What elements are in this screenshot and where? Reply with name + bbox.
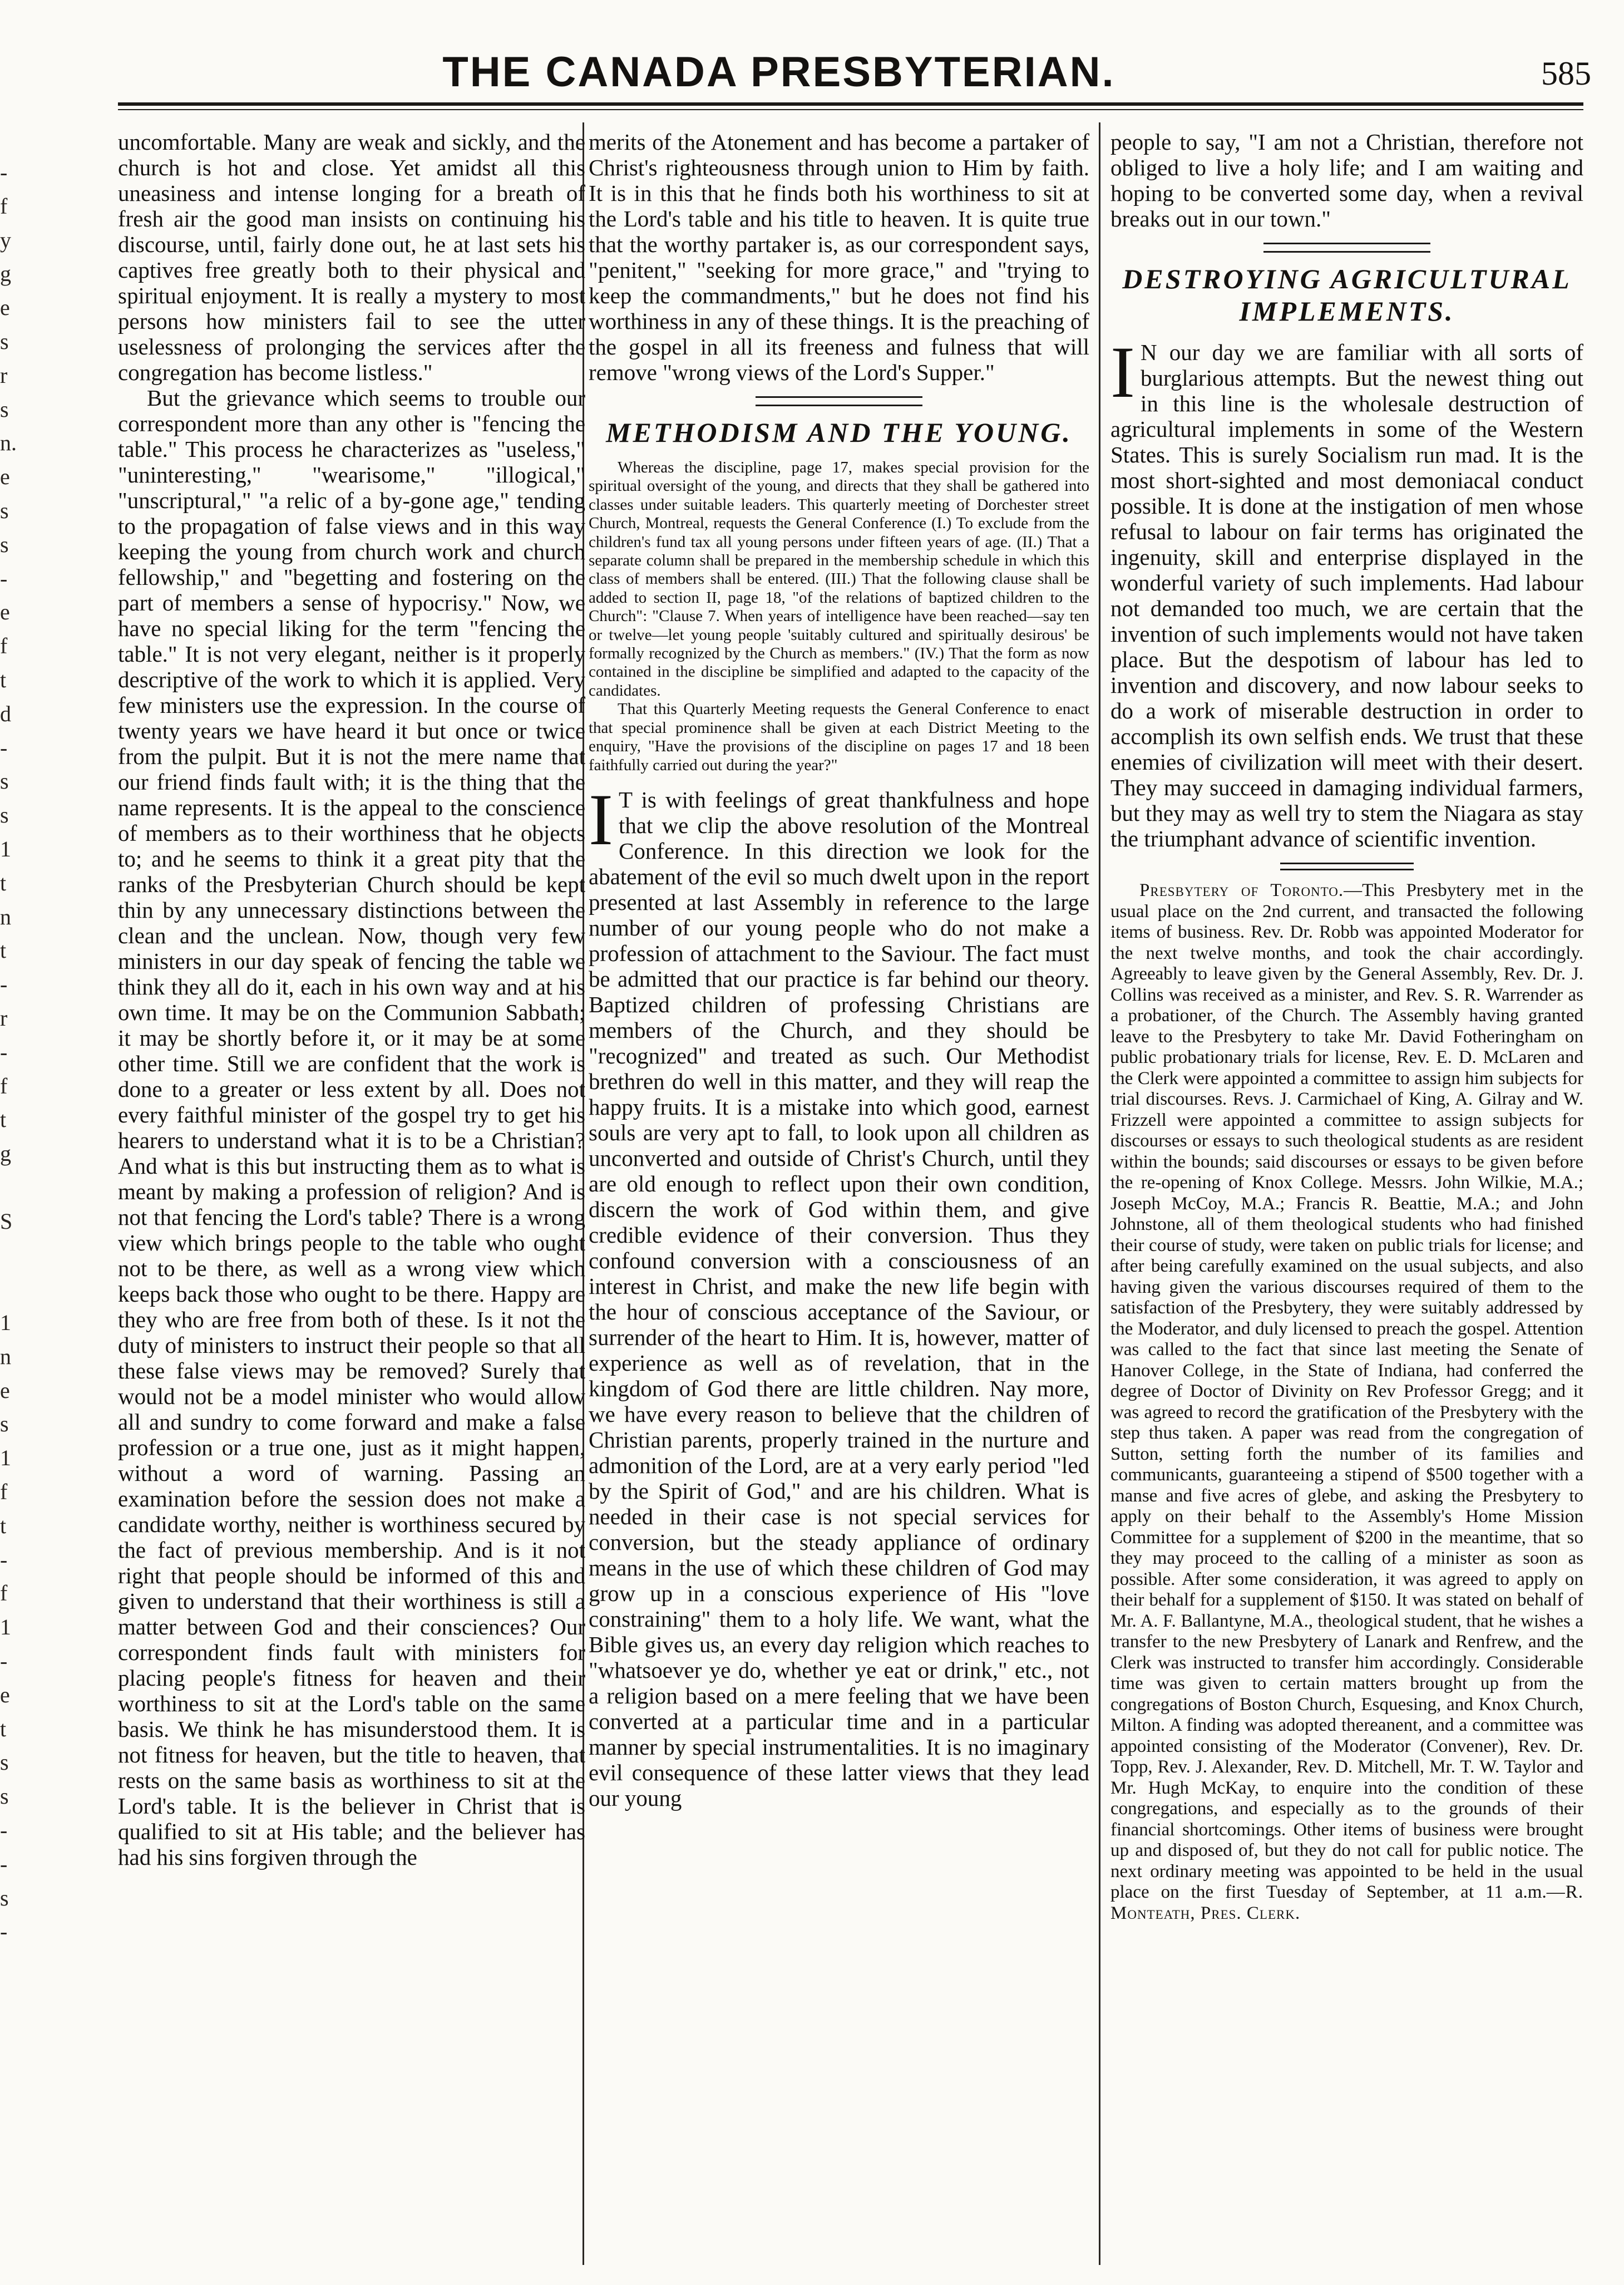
margin-mark: t (0, 1107, 7, 1132)
margin-mark: s (0, 531, 9, 557)
masthead-title: THE CANADA PRESBYTERIAN. (442, 48, 1115, 96)
section-title-agricultural: DESTROYING AGRICULTURAL IMPLEMENTS. (1122, 263, 1572, 327)
presbytery-text: —This Presbytery met in the usual place on the 2nd current, and transacted the following items of business. Rev. Dr. Robb was appointed Moderator for the next twelve months, and took the chair accordingly. Agreeably to leave given by the General Assembly, Rev. Dr. J. Collins was received as a minister, and Rev. S. R. Warrender as a probationer, of the Church. The Assembly having granted leave to the Presbytery to take Mr. David Fotheringham on public probationary trials for license, Rev. E. D. McLaren and the Clerk were appointed a committee to assign him subjects for trial discourses. Revs. J. Carmichael of King, A. Gilray and W. Frizzell were appointed a committee to assign subjects for discourses or essays to such theological students as are resident within the bounds; said discourses or essays to be given before the re-opening of Knox College. Messrs. John Wilkie, M.A.; Joseph McCoy, M.A.; Francis R. Beattie, M.A.; and John Johnstone, all of them theological students who had finished their course of study, were taken on public trials for license; and after being carefully examined on the usual subjects, and also having given the various discourses required of them to the satisfaction of the Presbytery, they were suitably addressed by the Moderator, and duly licensed to preach the gospel. Attention was called to the fact that since last meeting the Senate of Hanover College, in the State of Indiana, had conferred the degree of Doctor of Divinity on Rev Professor Gregg; and it was agreed to record the gratification of the Presbytery with the step thus taken. A paper was read from the congregation of Sutton, setting forth the number of its families and communicants, guaranteeing a stipend of $500 together with a manse and five acres of glebe, and asking the Presbytery to apply on their behalf to the Assembly's Home Mission Committee for a supplement of $200 in the meantime, that so they may proceed to the calling of a minister as soon as possible. After some consideration, it was agreed to apply on their behalf for a supplement of $150. It was stated on behalf of Mr. A. F. Ballantyne, M.A., theological student, that he wishes a transfer to the new Presbytery of Lanark and Renfrew, and the Clerk was instructed to transfer him accordingly. Considerable time was given to certain matters brought up from the congregations of Boston Church, Esquesing, and Knox Church, Milton. A finding was adopted thereanent, and a committee was appointed consisting of the Moderator (Convener), Rev. Dr. Topp, Rev. J. Alexander, Rev. D. Mitchell, Mr. T. W. Taylor and Mr. Hugh McKay, to enquire into the condition of these congregations, and especially as to the grounds of their financial shortcomings. Other items of business were brought up and disposed of, but they do not call for public notice. The next ordinary meeting was appointed to be held in the usual place on the first Tuesday of September, at 11 a.m. (1110, 880, 1583, 1902)
column-divider-right (1099, 122, 1100, 2265)
margin-mark: 1 (0, 836, 11, 861)
margin-mark: t (0, 870, 7, 895)
margin-mark: e (0, 1682, 10, 1707)
left-margin-bleedthrough (0, 156, 22, 1944)
presbytery-report (1110, 880, 1583, 1924)
article-body: IT is with feelings of great thankfulness and hope that we clip the above resolution of the Montreal Conference. In this direction we look for the abatement of the evil so much dwelt upon in the report presented at last Assembly in reference to the large number of our young people who do not make a profession of attachment to the Saviour. The fact must be admitted that our practice is far behind our theory. Baptized children of professing Christians are members of the Church, and they should be "recognized" and treated as such. Our Methodist brethren do well in this matter, and they will reap the happy fruits. It is a mistake into which good, earnest souls are very apt to fall, to look upon all children as unconverted and outside of Christ's Church, until they are old enough to reflect upon their own condition, discern the work of God within them, and give credible evidence of their conversion. Thus they confound conversion with a consciousness of an interest in Christ, and make the new life begin with the hour of conscious acceptance of the Saviour, or surrender of the heart to Him. It is, however, matter of experience as well as of revelation, that in the kingdom of God there are little children. Nay more, we have every reason to believe that the children of Christian parents, properly trained in the nurture and admonition of the Lord, are at a very early period "led by the Spirit of God," and are his children. What is needed in their case is not special services for conversion, but the steady appliance of ordinary means in the use of which these children of God may grow up in a conscious experience of His "love constraining" them to a holy life. We want, what the Bible gives us, an every day religion which reaches to "whatsoever ye do, whether ye eat or drink," etc., not a religion based on a mere feeling that we have been converted at a particular time and in a particular manner by special instrumentalities. It is no imaginary evil consequence of these latter views that they lead our young (589, 778, 1089, 1811)
margin-mark: - (0, 1039, 8, 1065)
article-body: IN our day we are familiar with all sorts of burglarious attempts. But the newest thing out in this line is the wholesale destruction of agricultural implements in some of the Western States. This is surely Socialism run mad. It is the most short-sighted and most demoniacal conduct possible. It is done at the instigation of men whose refusal to labour on fair terms has originated the ingenuity, skill and enterprise displayed in the wonderful variety of such implements. Had labour not demanded too much, we are certain that the invention of such implements would not have taken place. But the despotism of labour has led to invention and discovery, and now labour seeks to do a work of miserable destruction in order to accomplish its own selfish ends. We trust that these enemies of civilization will meet with their desert. They may succeed in damaging individual farmers, but they may as well try to stem the Niagara as stay the triumphant advance of scientific invention. (1110, 331, 1583, 851)
margin-mark: f (0, 1479, 8, 1505)
margin-mark: - (0, 735, 8, 760)
margin-mark: f (0, 1073, 8, 1099)
margin-mark: 1 (0, 1310, 11, 1336)
article-paragraph: merits of the Atonement and has become a partaker of Christ's righteousness through union to Him by faith. It is in this that he finds both his worthiness to sit at the Lord's table and his title to heaven. It is quite true that the worthy partaker is, as our correspondent says, "penitent," "seeking for more grace," and "trying to keep the commandments," but he does not find his worthiness in any of these things. It is the preaching of the gospel in all its freeness and fulness that will remove "wrong views of the Lord's Supper." (589, 129, 1089, 385)
header-rule-thick (118, 102, 1583, 106)
margin-mark: g (0, 261, 11, 287)
margin-mark: n. (0, 430, 17, 456)
margin-mark: - (0, 565, 8, 591)
presbytery-signature: —R. Monteath, Pres. Clerk. (1110, 1882, 1583, 1923)
section-rule (756, 396, 922, 406)
margin-mark: t (0, 667, 7, 692)
column-3 (1110, 129, 1583, 2261)
margin-mark: s (0, 802, 9, 828)
page-header (0, 45, 1624, 100)
margin-mark: s (0, 769, 9, 794)
section-rule (1263, 243, 1430, 253)
article-paragraph: people to say, "I am not a Christian, therefore not obliged to live a holy life; and I am waiting and hoping to be converted some day, when a revival breaks out in our town." (1110, 129, 1583, 232)
section-title-methodism: METHODISM AND THE YOUNG. (606, 417, 1072, 448)
margin-mark: g (0, 1141, 11, 1166)
margin-mark: d (0, 701, 11, 726)
margin-mark: t (0, 938, 7, 963)
margin-mark: y (0, 227, 11, 253)
column-2 (589, 129, 1089, 2261)
presbytery-lead: Presbytery of Toronto. (1139, 880, 1344, 900)
margin-mark: t (0, 1716, 7, 1741)
margin-mark: - (0, 1648, 8, 1674)
article-paragraph: But the grievance which seems to trouble our correspondent more than any other is "fencing the table." This process he characterizes as "useless," "uninteresting," "wearisome," "illogical," "unscriptural," "a relic of a by-gone age," tending to the propagation of false views and in this way keeping the young from church work and church fellowship," and "begetting and fostering on the part of members a sense of hypocrisy." Now, we have no special liking for the term "fencing the table." It is not very elegant, neither is it properly descriptive of the work to which it is applied. Very few ministers use the expression. In the course of twenty years we have heard it but once or twice from the pulpit. But it is not the mere name that our friend finds fault with; it is the thing that the name represents. It is the appeal to the conscience of members as to their worthiness that he objects to; and he seems to think it a great pity that the ranks of the Presbyterian Church should be kept thin by any unnecessary distinctions between the clean and the unclean. Now, though very few ministers in our day speak of fencing the table we think they all do it, each in his own way and at his own time. It may be on the Communion Sabbath; it may be shortly before it, or it may be at some other time. Still we are confident that the work is done to a greater or less extent by all. Does not every faithful minister of the gospel try to get his hearers to understand what it is to be a Christian? And what is this but instructing them as to what is meant by making a profession of religion? And is not that fencing the Lord's table? There is a wrong view which brings people to the table who ought not to be there, as well as a wrong view which keeps back those who ought to be there. Happy are they who are free from both of these. Is it not the duty of ministers to instruct their people so that all these false views may be removed? Surely that would not be a model minister who would allow all and sundry to come forward and make a false profession or a true one, just as it might happen, without a word of warning. Passing an examination before the session does not make a candidate worthy, neither is worthiness secured by the fact of previous membership. And is it not right that people should be informed of this and given to understand that their worthiness is still a matter between God and their consciences? Our correspondent finds fault with ministers for placing people's fitness for heaven and their worthiness to sit at the Lord's table on the same basis. We think he has misunderstood them. It is not fitness for heaven, but the title to heaven, that rests on the same basis as worthiness to sit at the Lord's table. It is the believer in Christ that is qualified to sit at His table; and the believer has had his sins forgiven through the (118, 385, 585, 1870)
margin-mark: n (0, 904, 11, 929)
margin-mark: - (0, 160, 8, 185)
quoted-resolution: That this Quarterly Meeting requests the General Conference to enact that special prominence shall be given at each District Meeting to the enquiry, "Have the provisions of the discipline on pages 17 and 18 been faithfully carried out during the year?" (589, 700, 1089, 774)
margin-mark: e (0, 1377, 10, 1403)
margin-mark (0, 1272, 22, 1306)
margin-mark: s (0, 396, 9, 422)
margin-mark: e (0, 599, 10, 625)
margin-mark: r (0, 1005, 8, 1031)
quoted-resolution: Whereas the discipline, page 17, makes special provision for the spiritual oversight of the young, and directs that they shall be gathered into classes under suitable leaders. This quarterly meeting of Dorchester street Church, Montreal, requests the General Conference (I.) To exclude from the children's fund tax all young persons under fifteen years of age. (II.) That a separate column shall be prepared in the membership schedule in which this class of members shall be entered. (III.) That the following clause shall be added to section II, page 18, "of the relations of baptized children to the Church": "Clause 7. When years of intelligence have been reached—say ten or twelve—let young people 'suitably cultured and spiritually desirous' be formally recognized by the Church as members." (IV.) That the form as now contained in the discipline be simplified and adapted to the capacity of the candidates. (589, 459, 1089, 700)
margin-mark: - (0, 1851, 8, 1877)
margin-mark (0, 1171, 22, 1205)
margin-mark: f (0, 633, 8, 659)
margin-mark: - (0, 1919, 8, 1944)
article-paragraph: uncomfortable. Many are weak and sickly, and the church is hot and close. Yet amidst all this uneasiness and intense longing for a breath of fresh air the good man insists on continuing his discourse, until, fairly done out, he at last sets his captives free greatly both to their physical and spiritual enjoyment. It is really a mystery to most persons how ministers fail to see the utter uselessness of prolonging the services after the congregation has become listless." (118, 129, 585, 385)
margin-mark: s (0, 1750, 9, 1775)
margin-mark: - (0, 1547, 8, 1572)
margin-mark: f (0, 1580, 8, 1606)
margin-mark: 1 (0, 1614, 11, 1640)
margin-mark: s (0, 1411, 9, 1437)
margin-mark: r (0, 362, 8, 388)
margin-mark: e (0, 464, 10, 490)
margin-mark: - (0, 972, 8, 997)
margin-mark: s (0, 1784, 9, 1809)
margin-mark: 1 (0, 1445, 11, 1471)
margin-mark: f (0, 193, 8, 219)
page-number: 585 (1541, 55, 1591, 92)
margin-mark: e (0, 295, 10, 321)
margin-mark: s (0, 328, 9, 354)
column-1 (118, 129, 585, 2261)
margin-mark: n (0, 1343, 11, 1369)
margin-mark: - (0, 1818, 8, 1843)
header-rule-thin (118, 109, 1583, 110)
margin-mark: S (0, 1208, 13, 1234)
margin-mark (0, 1239, 22, 1273)
margin-mark: t (0, 1513, 7, 1538)
margin-mark: s (0, 1885, 9, 1910)
margin-mark: s (0, 498, 9, 523)
section-rule (1280, 863, 1414, 870)
